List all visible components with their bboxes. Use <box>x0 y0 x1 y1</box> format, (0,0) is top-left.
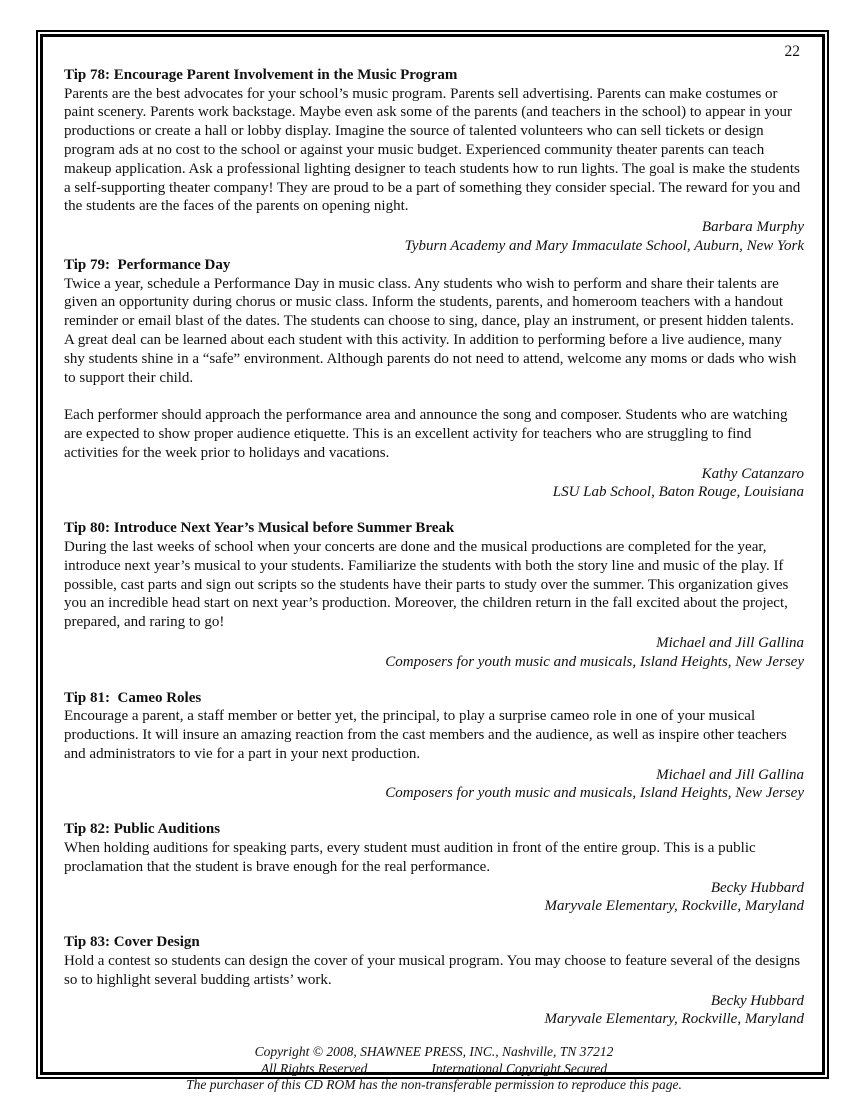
tip-80-attribution-affiliation: Composers for youth music and musicals, Island Heights, New Jersey <box>385 653 804 670</box>
tip-80-attribution <box>64 634 804 672</box>
tip-81-attribution <box>64 766 804 804</box>
tip-78-paragraph-1: Parents are the best advocates for your school’s music program. Parents sell advertising. Parents can make costumes or paint scenery. Parents work backstage. Maybe even ask some of the parents (and teachers in the school) to appear in your productions or create a hall or lobby display. Imagine the source of talented volunteers who can sell tickets or design program ads at no cost to the school or against your music budget. Experienced community theater parents can teach makeup application. Ask a professional lighting designer to teach students how to run lights. The goal is make the students a self-supporting theater company! They are proud to be a part of something they consider special. The reward for you and the students are the faces of the parents on opening night. <box>64 85 801 215</box>
tip-79-attribution-name: Kathy Catanzaro <box>701 465 804 482</box>
tip-82-attribution-affiliation: Maryvale Elementary, Rockville, Maryland <box>544 898 804 915</box>
tip-78-section <box>64 66 804 256</box>
tip-81-attribution-name: Michael and Jill Gallina <box>656 766 804 783</box>
tip-83-attribution <box>64 992 804 1030</box>
tip-79-section <box>64 256 804 502</box>
tip-81-attribution-affiliation: Composers for youth music and musicals, Island Heights, New Jersey <box>385 785 804 802</box>
tip-78-attribution <box>64 218 804 256</box>
tip-82-heading: Tip 82: Public Auditions <box>64 821 221 838</box>
tip-80-section <box>64 519 804 671</box>
tip-79-attribution-affiliation: LSU Lab School, Baton Rouge, Louisiana <box>552 484 804 501</box>
footer-copyright-line: Copyright © 2008, SHAWNEE PRESS, INC., Nashville, TN 37212 <box>254 1044 614 1060</box>
tip-83-attribution-name: Becky Hubbard <box>710 992 804 1009</box>
page-content <box>43 37 822 1104</box>
tip-79-heading: Tip 79: Performance Day <box>64 256 231 273</box>
tip-80-attribution-name: Michael and Jill Gallina <box>656 634 804 651</box>
footer-international-copyright: International Copyright Secured <box>431 1060 608 1076</box>
footer-rights-line <box>64 1061 804 1078</box>
page-number: 22 <box>784 43 800 60</box>
footer-rights-reserved: All Rights Reserved <box>260 1060 368 1076</box>
tip-81-heading: Tip 81: Cameo Roles <box>64 689 202 706</box>
page-border-inner <box>40 34 825 1093</box>
tip-83-section <box>64 933 804 1029</box>
tip-79-paragraph-2: Each performer should approach the performance area and announce the song and composer. Students who are watching are expected to show proper audience etiquette. This is an excellent activity for teachers who are struggling to find activities for the week prior to holidays and vacations. <box>64 407 788 461</box>
page-border <box>36 30 829 1093</box>
tip-80-heading: Tip 80: Introduce Next Year’s Musical before Summer Break <box>64 520 455 537</box>
tip-81-paragraph-1: Encourage a parent, a staff member or better yet, the principal, to play a surprise cameo role in one of your musical productions. It will insure an amazing reaction from the cast members and the audience, as well as inspire other teachers and administrators to vie for a part in your next production. <box>64 708 787 762</box>
tip-82-section <box>64 820 804 916</box>
footer-permission-line: The purchaser of this CD ROM has the non-transferable permission to reproduce this page. <box>186 1077 682 1093</box>
tip-78-attribution-affiliation: Tyburn Academy and Mary Immaculate School, Auburn, New York <box>404 237 804 254</box>
tip-82-attribution-name: Becky Hubbard <box>710 879 804 896</box>
tip-82-paragraph-1: When holding auditions for speaking parts, every student must audition in front of the entire group. This is a public proclamation that the student is brave enough for the real performance. <box>64 840 756 875</box>
tip-82-attribution <box>64 879 804 917</box>
page-footer <box>64 1044 804 1094</box>
tip-83-heading: Tip 83: Cover Design <box>64 934 200 951</box>
tip-83-paragraph-1: Hold a contest so students can design the cover of your musical program. You may choose to feature several of the designs so to highlight several budding artists’ work. <box>64 953 801 988</box>
tip-83-attribution-affiliation: Maryvale Elementary, Rockville, Maryland <box>544 1011 804 1028</box>
tip-78-attribution-name: Barbara Murphy <box>701 219 804 236</box>
tip-78-heading: Tip 78: Encourage Parent Involvement in the Music Program <box>64 66 458 83</box>
tip-79-paragraph-1: Twice a year, schedule a Performance Day in music class. Any students who wish to perform and share their talents are given an opportunity during chorus or music class. Inform the students, parents, and homeroom teachers with a handout reminder or email blast of the dates. The students can choose to sing, dance, play an instrument, or present hidden talents. A great deal can be learned about each student with this activity. In addition to performing before a live audience, many shy students shine in a “safe” environment. Although parents do not need to attend, welcome any moms or dads who wish to support their child. <box>64 275 797 386</box>
tip-81-section <box>64 689 804 804</box>
tips-container <box>64 66 804 1029</box>
tip-80-paragraph-1: During the last weeks of school when your concerts are done and the musical productions are completed for the year, introduce next year’s musical to your students. Familiarize the students with both the story line and music of the play. If possible, cast parts and sign out scripts so the students have their parts to study over the summer. This organization gives you an incredible head start on next year’s production. Moreover, the children return in the fall excited about the project, prepared, and raring to go! <box>64 538 789 631</box>
tip-79-attribution <box>64 465 804 503</box>
